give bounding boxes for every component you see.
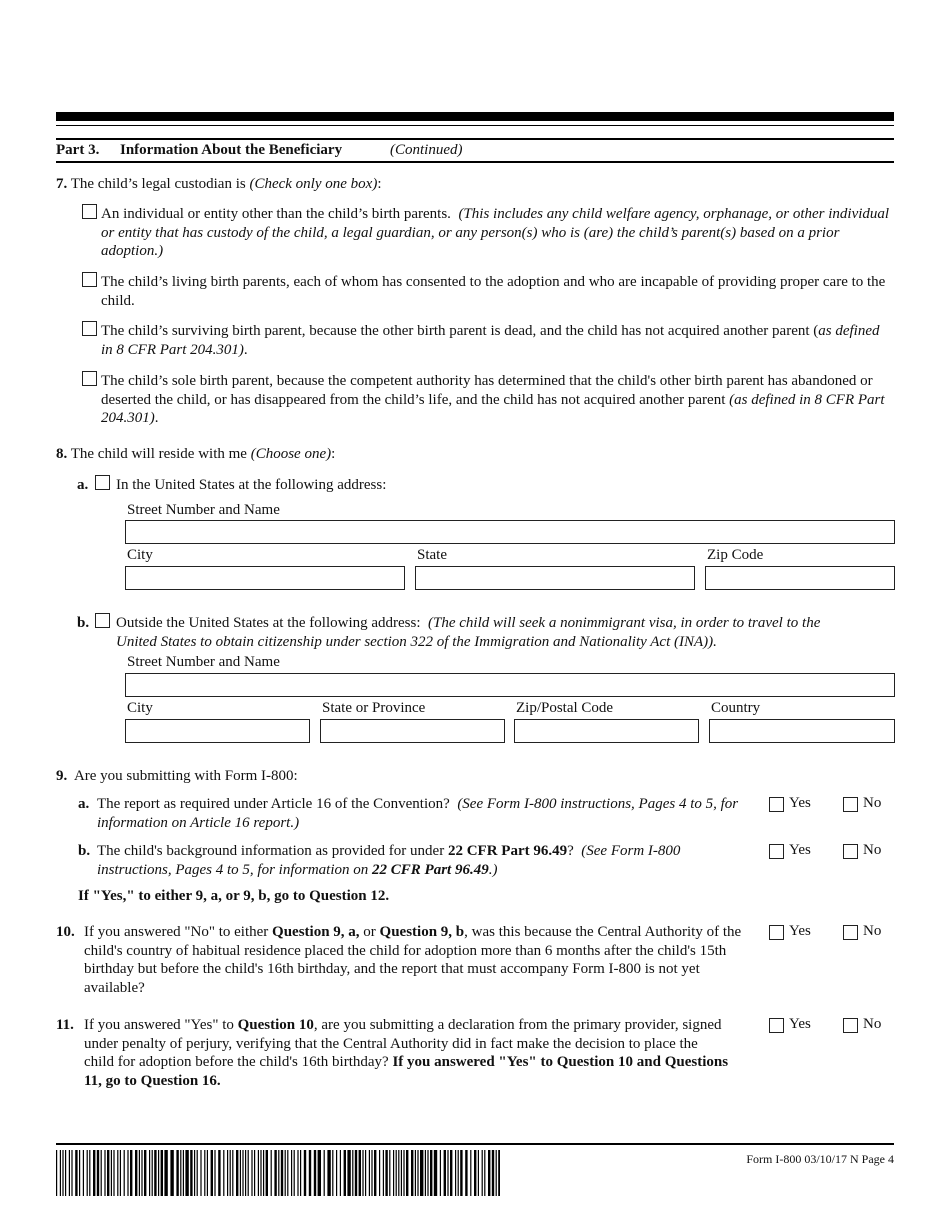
q8a-label: a. bbox=[77, 477, 89, 493]
barcode-bar bbox=[200, 1150, 201, 1196]
barcode-bar bbox=[185, 1150, 188, 1196]
q8a-zip-input[interactable] bbox=[705, 566, 895, 590]
q8b-street-input[interactable] bbox=[125, 673, 895, 697]
barcode-bar bbox=[309, 1150, 311, 1196]
header-rule-thick bbox=[56, 112, 894, 121]
part-header-top-rule bbox=[56, 138, 894, 140]
barcode-bar bbox=[383, 1150, 384, 1196]
q7-option4-checkbox[interactable] bbox=[82, 371, 97, 386]
barcode-bar bbox=[124, 1150, 125, 1196]
q9-number: 9. bbox=[56, 768, 68, 784]
barcode-bar bbox=[314, 1150, 316, 1196]
barcode-bar bbox=[101, 1150, 102, 1196]
barcode-bar bbox=[274, 1150, 276, 1196]
barcode-bar bbox=[232, 1150, 233, 1196]
barcode-bar bbox=[93, 1150, 95, 1196]
part-title: Information About the Beneficiary bbox=[120, 142, 343, 158]
q7-option1-text: An individual or entity other than the child’s birth parents. (This includes any child welfare agency, orphanage, or other individual or entity that has custody of the child, a legal guardian, or any person(s) who is (are) the child’s parent(s) based on a prior adoption.) bbox=[101, 206, 890, 259]
q10-text: If you answered "No" to either Question 9, a, or Question 9, b, was this because the Central Authority of the child's country of habitual residence placed the child for adoption more than 6 months after the child's 15th birthday but before the child's 16th birthday, and the report that must accompany Form I-800 is not yet available? bbox=[84, 924, 742, 996]
barcode-bar bbox=[355, 1150, 357, 1196]
q9a-yes-label: Yes bbox=[789, 795, 811, 811]
barcode-bar bbox=[271, 1150, 272, 1196]
q9b-no-label: No bbox=[863, 842, 882, 858]
barcode-bar bbox=[396, 1150, 397, 1196]
q8a-street-input[interactable] bbox=[125, 520, 895, 544]
q8a-state-input[interactable] bbox=[415, 566, 695, 590]
barcode-bar bbox=[204, 1150, 205, 1196]
q7-option1-checkbox[interactable] bbox=[82, 204, 97, 219]
barcode-bar bbox=[79, 1150, 80, 1196]
barcode-bar bbox=[385, 1150, 387, 1196]
barcode-bar bbox=[352, 1150, 353, 1196]
barcode-bar bbox=[359, 1150, 361, 1196]
q11-number: 11. bbox=[56, 1017, 74, 1033]
q10-number: 10. bbox=[56, 924, 75, 940]
barcode-bar bbox=[411, 1150, 413, 1196]
barcode-bar bbox=[427, 1150, 428, 1196]
barcode-bar bbox=[484, 1150, 485, 1196]
barcode-bar bbox=[207, 1150, 208, 1196]
part-number: Part 3. bbox=[56, 142, 100, 158]
barcode-bar bbox=[71, 1150, 72, 1196]
barcode-bar bbox=[415, 1150, 416, 1196]
q8b-country-input[interactable] bbox=[709, 719, 895, 743]
barcode-bar bbox=[161, 1150, 163, 1196]
barcode-bar bbox=[130, 1150, 132, 1196]
barcode-bar bbox=[393, 1150, 394, 1196]
q9a-text: The report as required under Article 16 of the Convention? (See Form I-800 instructions, Pages 4 to 5, for information on Article 16 report.) bbox=[97, 796, 739, 831]
barcode-bar bbox=[344, 1150, 346, 1196]
barcode-bar bbox=[460, 1150, 462, 1196]
part-header-bottom-rule bbox=[56, 161, 894, 163]
barcode-bar bbox=[104, 1150, 105, 1196]
barcode-bar bbox=[107, 1150, 109, 1196]
q9b-text: The child's background information as provided for under 22 CFR Part 96.49? (See Form I-800 instructions, Pages 4 to 5, for information on 22 CFR Part 96.49.) bbox=[97, 843, 681, 878]
barcode-bar bbox=[190, 1150, 192, 1196]
barcode-bar bbox=[89, 1150, 90, 1196]
q9a-no-checkbox[interactable] bbox=[843, 797, 858, 812]
q8a-text: In the United States at the following address: bbox=[116, 477, 387, 493]
barcode-bar bbox=[403, 1150, 404, 1196]
q8a-state-label: State bbox=[417, 547, 447, 563]
barcode-bar bbox=[183, 1150, 184, 1196]
q8b-zip-label: Zip/Postal Code bbox=[516, 700, 614, 716]
q8-prompt: 8. The child will reside with me (Choose one): bbox=[56, 446, 336, 462]
barcode-bar bbox=[211, 1150, 213, 1196]
barcode-bar bbox=[56, 1150, 57, 1196]
barcode-bar bbox=[111, 1150, 112, 1196]
barcode-bar bbox=[248, 1150, 249, 1196]
q8b-city-label: City bbox=[127, 700, 153, 716]
barcode-icon bbox=[56, 1150, 500, 1196]
barcode-bar bbox=[139, 1150, 140, 1196]
barcode-bar bbox=[83, 1150, 84, 1196]
q8a-zip-label: Zip Code bbox=[707, 547, 764, 563]
q9-note: If "Yes," to either 9, a, or 9, b, go to Question 12. bbox=[78, 888, 390, 904]
q9b-label: b. bbox=[78, 843, 91, 859]
barcode-bar bbox=[258, 1150, 259, 1196]
barcode-bar bbox=[318, 1150, 321, 1196]
barcode-bar bbox=[369, 1150, 370, 1196]
barcode-bar bbox=[260, 1150, 261, 1196]
barcode-bar bbox=[152, 1150, 153, 1196]
q11-no-checkbox[interactable] bbox=[843, 1018, 858, 1033]
barcode-bar bbox=[170, 1150, 173, 1196]
form-page-id: Form I-800 03/10/17 N Page 4 bbox=[746, 1152, 894, 1166]
barcode-bar bbox=[474, 1150, 476, 1196]
barcode-bar bbox=[251, 1150, 252, 1196]
barcode-bar bbox=[176, 1150, 178, 1196]
barcode-bar bbox=[455, 1150, 456, 1196]
barcode-bar bbox=[417, 1150, 418, 1196]
barcode-bar bbox=[492, 1150, 494, 1196]
q7-option2-checkbox[interactable] bbox=[82, 272, 97, 287]
barcode-bar bbox=[488, 1150, 490, 1196]
barcode-bar bbox=[398, 1150, 399, 1196]
q10-yes-label: Yes bbox=[789, 923, 811, 939]
barcode-bar bbox=[379, 1150, 380, 1196]
q8b-country-label: Country bbox=[711, 700, 761, 716]
barcode-bar bbox=[266, 1150, 268, 1196]
barcode-bar bbox=[135, 1150, 137, 1196]
barcode-bar bbox=[291, 1150, 292, 1196]
barcode-bar bbox=[340, 1150, 341, 1196]
q8b-label: b. bbox=[77, 615, 90, 631]
barcode-bar bbox=[154, 1150, 156, 1196]
barcode-bar bbox=[117, 1150, 118, 1196]
barcode-bar bbox=[214, 1150, 215, 1196]
barcode-bar bbox=[440, 1150, 441, 1196]
barcode-bar bbox=[324, 1150, 325, 1196]
q8b-zip-input[interactable] bbox=[514, 719, 699, 743]
barcode-bar bbox=[194, 1150, 195, 1196]
barcode-bar bbox=[430, 1150, 432, 1196]
barcode-bar bbox=[127, 1150, 128, 1196]
q10-no-label: No bbox=[863, 923, 882, 939]
q8b-checkbox[interactable] bbox=[95, 613, 110, 628]
q9a-no-label: No bbox=[863, 795, 882, 811]
barcode-bar bbox=[87, 1150, 88, 1196]
q8a-city-input[interactable] bbox=[125, 566, 405, 590]
barcode-bar bbox=[242, 1150, 243, 1196]
barcode-bar bbox=[278, 1150, 279, 1196]
barcode-bar bbox=[300, 1150, 301, 1196]
q8b-city-input[interactable] bbox=[125, 719, 310, 743]
barcode-bar bbox=[75, 1150, 77, 1196]
q7-option2-text: The child’s living birth parents, each of whom has consented to the adoption and who are incapable of providing proper care to the child. bbox=[101, 274, 886, 309]
barcode-bar bbox=[444, 1150, 446, 1196]
q7-prompt: 7. The child’s legal custodian is (Check only one box): bbox=[56, 176, 382, 192]
barcode-bar bbox=[294, 1150, 295, 1196]
part-continued: (Continued) bbox=[390, 142, 463, 158]
barcode-bar bbox=[236, 1150, 238, 1196]
q9a-yes-checkbox[interactable] bbox=[769, 797, 784, 812]
barcode-bar bbox=[287, 1150, 288, 1196]
barcode-bar bbox=[141, 1150, 142, 1196]
q7-option4-text: The child’s sole birth parent, because the competent authority has determined that the child's other birth parent has abandoned or deserted the child, or has disappeared from the child’s life, and the child has not acquired another parent (as defined in 8 CFR Part 204.301). bbox=[101, 373, 885, 426]
barcode-bar bbox=[496, 1150, 497, 1196]
q8a-checkbox[interactable] bbox=[95, 475, 110, 490]
barcode-bar bbox=[227, 1150, 228, 1196]
barcode-bar bbox=[62, 1150, 63, 1196]
barcode-bar bbox=[223, 1150, 224, 1196]
barcode-bar bbox=[336, 1150, 337, 1196]
barcode-bar bbox=[285, 1150, 286, 1196]
footer-rule bbox=[56, 1143, 894, 1145]
barcode-bar bbox=[420, 1150, 423, 1196]
q7-option3-checkbox[interactable] bbox=[82, 321, 97, 336]
q7-option3-text: The child’s surviving birth parent, because the other birth parent is dead, and the child has not acquired another parent (as defined in 8 CFR Part 204.301). bbox=[101, 323, 880, 358]
barcode-bar bbox=[450, 1150, 452, 1196]
q9b-yes-checkbox[interactable] bbox=[769, 844, 784, 859]
q7-number: 7. bbox=[56, 176, 68, 192]
barcode-bar bbox=[362, 1150, 363, 1196]
barcode-bar bbox=[478, 1150, 479, 1196]
barcode-bar bbox=[60, 1150, 61, 1196]
q9-prompt: 9. Are you submitting with Form I-800: bbox=[56, 768, 298, 784]
barcode-bar bbox=[327, 1150, 330, 1196]
barcode-bar bbox=[245, 1150, 246, 1196]
q8-number: 8. bbox=[56, 446, 68, 462]
barcode-bar bbox=[69, 1150, 70, 1196]
barcode-bar bbox=[401, 1150, 402, 1196]
barcode-bar bbox=[458, 1150, 459, 1196]
q11-yes-checkbox[interactable] bbox=[769, 1018, 784, 1033]
q8b-state-label: State or Province bbox=[322, 700, 426, 716]
barcode-bar bbox=[347, 1150, 350, 1196]
q8a-street-label: Street Number and Name bbox=[127, 502, 280, 518]
barcode-bar bbox=[465, 1150, 467, 1196]
q9a-label: a. bbox=[78, 796, 90, 812]
barcode-bar bbox=[434, 1150, 437, 1196]
barcode-bar bbox=[425, 1150, 426, 1196]
barcode-bar bbox=[254, 1150, 255, 1196]
barcode-bar bbox=[281, 1150, 283, 1196]
q8a-city-label: City bbox=[127, 547, 153, 563]
barcode-bar bbox=[149, 1150, 150, 1196]
q9b-no-checkbox[interactable] bbox=[843, 844, 858, 859]
barcode-bar bbox=[365, 1150, 366, 1196]
barcode-bar bbox=[158, 1150, 159, 1196]
barcode-bar bbox=[482, 1150, 483, 1196]
barcode-bar bbox=[304, 1150, 306, 1196]
barcode-bar bbox=[197, 1150, 198, 1196]
q8b-state-input[interactable] bbox=[320, 719, 505, 743]
barcode-bar bbox=[180, 1150, 181, 1196]
barcode-bar bbox=[113, 1150, 114, 1196]
barcode-bar bbox=[240, 1150, 241, 1196]
barcode-bar bbox=[371, 1150, 372, 1196]
q11-no-label: No bbox=[863, 1016, 882, 1032]
q11-text: If you answered "Yes" to Question 10, are you submitting a declaration from the primary provider, signed under penalty of perjury, verifying that the Central Authority did in fact make the decision to place the child for adoption before the child's 16th birthday? If you answered "Yes" to Question 10 and Questions 11, go to Question 16. bbox=[84, 1017, 729, 1089]
barcode-bar bbox=[332, 1150, 333, 1196]
barcode-bar bbox=[263, 1150, 264, 1196]
q10-no-checkbox[interactable] bbox=[843, 925, 858, 940]
barcode-bar bbox=[164, 1150, 167, 1196]
q8b-text: Outside the United States at the following address: (The child will seek a nonimmigrant visa, in order to travel to the United States to obtain citizenship under section 322 of the Immigration and Nationality Act (INA)). bbox=[116, 615, 821, 650]
barcode-bar bbox=[470, 1150, 471, 1196]
barcode-bar bbox=[144, 1150, 146, 1196]
barcode-bar bbox=[120, 1150, 121, 1196]
barcode-bar bbox=[498, 1150, 500, 1196]
barcode-bar bbox=[218, 1150, 220, 1196]
barcode-bar bbox=[230, 1150, 231, 1196]
barcode-bar bbox=[447, 1150, 448, 1196]
q11-yes-label: Yes bbox=[789, 1016, 811, 1032]
q8b-street-label: Street Number and Name bbox=[127, 654, 280, 670]
barcode-bar bbox=[97, 1150, 99, 1196]
barcode-bar bbox=[406, 1150, 408, 1196]
header-rule-thin bbox=[56, 125, 894, 126]
q10-yes-checkbox[interactable] bbox=[769, 925, 784, 940]
barcode-bar bbox=[65, 1150, 66, 1196]
barcode-bar bbox=[297, 1150, 298, 1196]
barcode-bar bbox=[389, 1150, 390, 1196]
barcode-bar bbox=[374, 1150, 376, 1196]
q9b-yes-label: Yes bbox=[789, 842, 811, 858]
